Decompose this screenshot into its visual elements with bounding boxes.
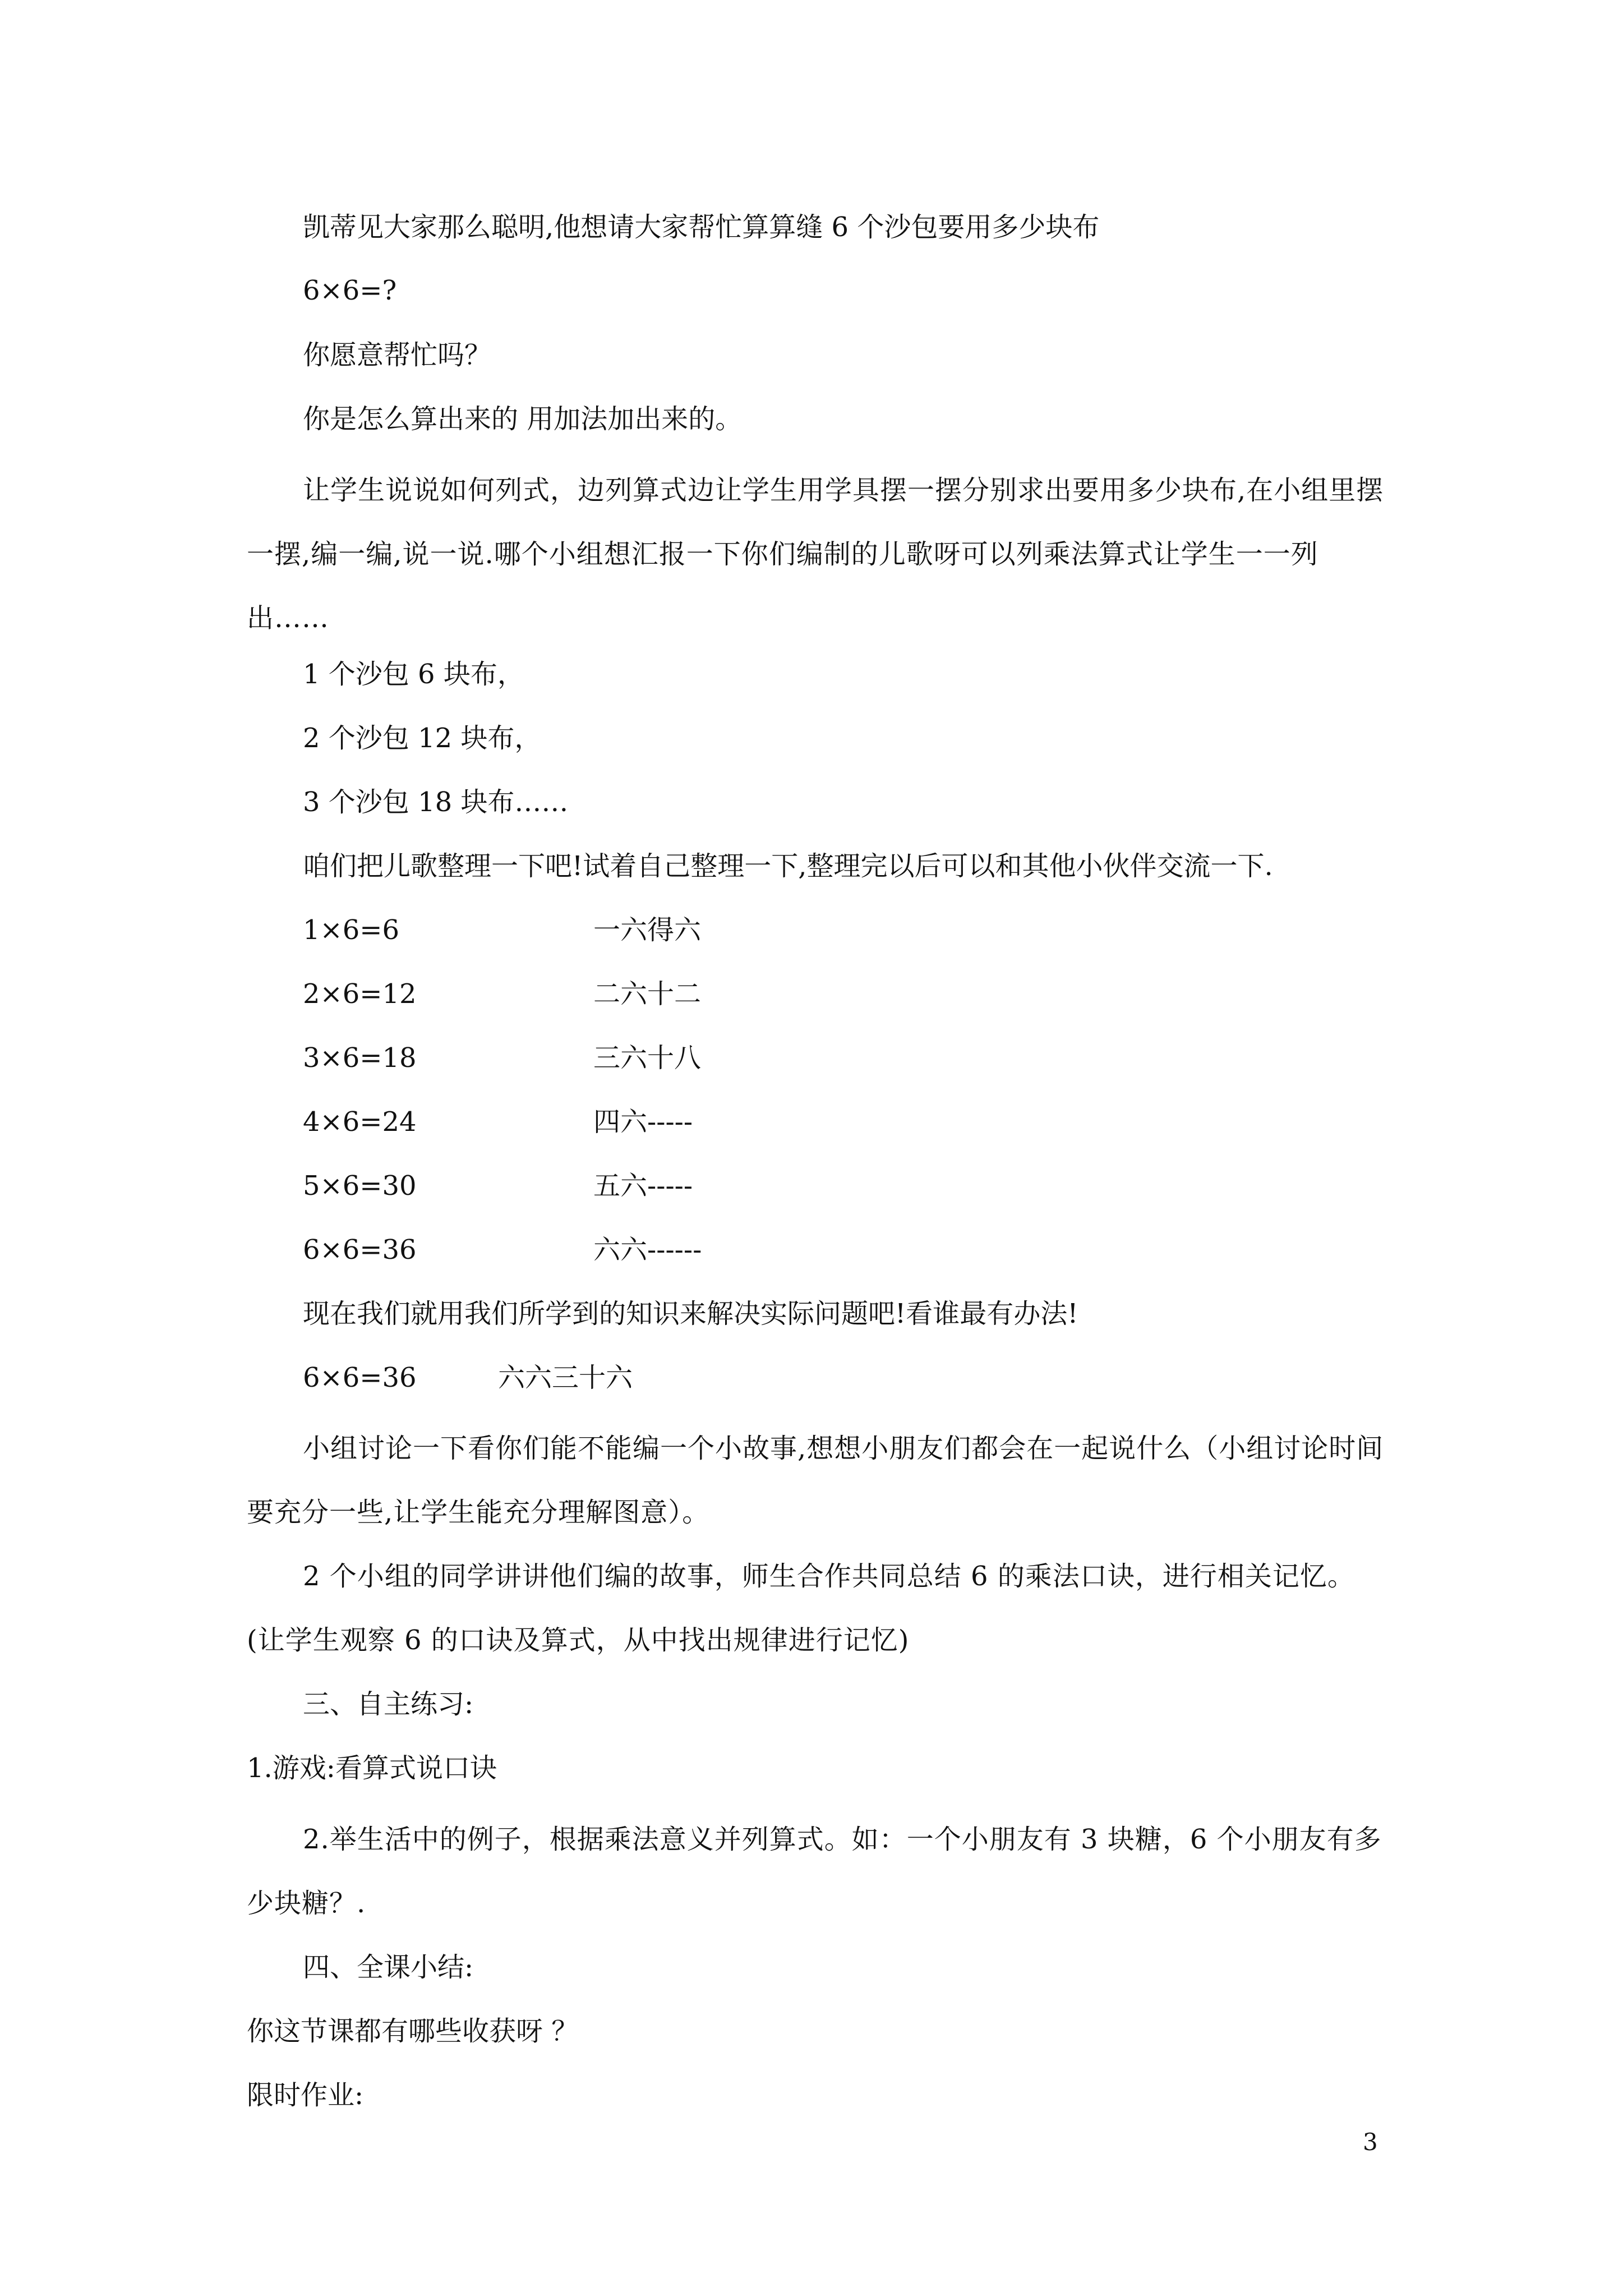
formula-cell: 1×6=6 (303, 914, 400, 946)
rhyme-cell: 一六得六 (593, 914, 702, 946)
formula-cell: 6×6=36 (303, 1234, 417, 1266)
formula-cell: 2×6=12 (303, 978, 417, 1010)
rhyme-cell: 二六十二 (593, 978, 702, 1010)
rhyme-text: 六六三十六 (498, 1362, 633, 1393)
text-line: 6×6=? (303, 275, 397, 306)
text-line: 1.游戏:看算式说口诀 (247, 1752, 497, 1784)
paragraph: 2 个小组的同学讲讲他们编的故事，师生合作共同总结 6 的乘法口诀，进行相关记忆。(让学生观察 6 的口诀及算式，从中找出规律进行记忆) (247, 1561, 1355, 1656)
rhyme-cell: 六六------ (593, 1234, 702, 1266)
text-line: 2 个沙包 12 块布， (303, 723, 542, 754)
paragraph: 2.举生活中的例子，根据乘法意义并列算式。如：一个小朋友有 3 块糖，6 个小朋友有多少块糖？. (247, 1824, 1382, 1919)
paragraph: 让学生说说如何列式，边列算式边让学生用学具摆一摆分别求出要用多少块布,在小组里摆一摆,编一编,说一说.哪个小组想汇报一下你们编制的儿歌呀可以列乘法算式让学生一一列出…… (247, 475, 1384, 634)
text-line: 限时作业: (247, 2079, 364, 2111)
text-line: 凯蒂见大家那么聪明,他想请大家帮忙算算缝 6 个沙包要用多少块布 (303, 211, 1100, 243)
section-heading: 四、全课小结: (303, 1952, 474, 1983)
page-number: 3 (1363, 2128, 1378, 2156)
section-heading: 三、自主练习: (303, 1688, 474, 1720)
text-line: 你是怎么算出来的 用加法加出来的。 (303, 403, 743, 435)
text-line: 现在我们就用我们所学到的知识来解决实际问题吧!看谁最有办法! (303, 1298, 1078, 1329)
text-line: 你这节课都有哪些收获呀 ？ (247, 2016, 579, 2047)
rhyme-cell: 三六十八 (593, 1042, 702, 1074)
text-line: 1 个沙包 6 块布， (303, 659, 524, 690)
paragraph: 小组讨论一下看你们能不能编一个小故事,想想小朋友们都会在一起说什么（小组讨论时间要充分一些,让学生能充分理解图意）。 (247, 1433, 1384, 1528)
text-line: 咱们把儿歌整理一下吧!试着自己整理一下,整理完以后可以和其他小伙伴交流一下. (303, 850, 1273, 882)
text-line: 3 个沙包 18 块布…… (303, 786, 569, 818)
text-line: 你愿意帮忙吗？ (303, 339, 492, 371)
formula-text: 6×6=36 (303, 1362, 417, 1393)
formula-cell: 3×6=18 (303, 1042, 417, 1074)
rhyme-cell: 四六----- (593, 1106, 693, 1138)
formula-cell: 5×6=30 (303, 1170, 417, 1202)
formula-cell: 4×6=24 (303, 1106, 417, 1138)
rhyme-cell: 五六----- (593, 1170, 693, 1202)
